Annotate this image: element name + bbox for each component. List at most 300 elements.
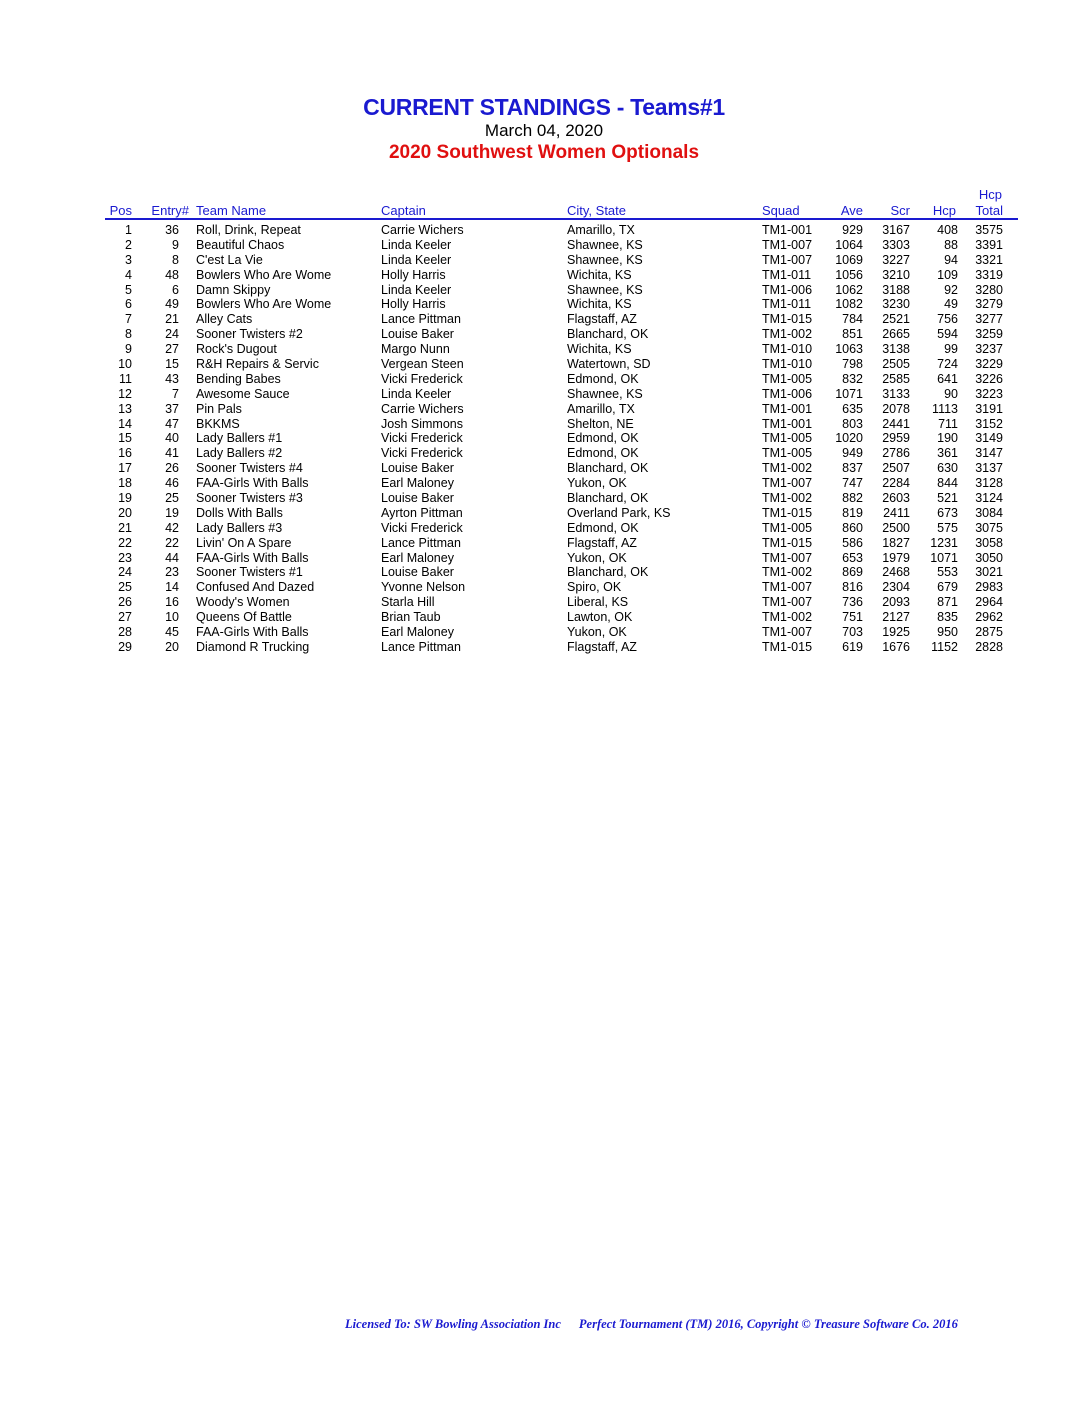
cell-entry: 27 [165,342,179,357]
cell-team-name: Awesome Sauce [196,386,290,401]
cell-entry: 48 [165,267,179,282]
cell-hcp-total: 3128 [975,476,1003,491]
cell-captain: Linda Keeler [381,237,452,252]
header-ave: Ave [840,203,863,218]
tournament-name: 2020 Southwest Women Optionals [388,142,700,163]
cell-ave: 1082 [835,297,863,312]
table-row [0,387,1088,402]
cell-city-state: Shawnee, KS [567,386,643,401]
table-row [0,640,1088,655]
cell-entry: 19 [165,505,179,520]
cell-hcp: 871 [937,595,958,610]
table-row [0,238,1088,253]
cell-hcp-total: 3277 [975,312,1003,327]
cell-team-name: Lady Ballers #2 [196,446,283,461]
cell-city-state: Edmond, OK [567,446,639,461]
cell-team-name: FAA-Girls With Balls [196,550,309,565]
cell-pos: 1 [125,223,132,237]
cell-scr: 1827 [882,535,910,550]
cell-squad: TM1-007 [762,252,813,267]
cell-squad: TM1-002 [762,461,813,476]
table-row [0,521,1088,536]
table-row [0,565,1088,580]
cell-entry: 8 [172,252,179,267]
cell-team-name: Sooner Twisters #4 [196,461,303,476]
cell-entry: 22 [165,535,179,550]
cell-ave: 1020 [835,431,863,446]
cell-squad: TM1-007 [762,237,813,252]
cell-entry: 36 [165,223,179,237]
cell-ave: 784 [842,312,863,327]
cell-captain: Josh Simmons [381,416,463,431]
cell-ave: 949 [842,446,863,461]
cell-team-name: Bending Babes [196,371,281,386]
cell-scr: 2786 [882,446,910,461]
cell-pos: 25 [118,580,132,595]
cell-captain: Vicki Frederick [381,520,463,535]
cell-team-name: FAA-Girls With Balls [196,625,309,640]
cell-scr: 2441 [882,416,910,431]
cell-entry: 20 [165,639,179,654]
cell-scr: 3188 [882,282,910,297]
cell-hcp: 575 [937,520,958,535]
table-row [0,253,1088,268]
cell-city-state: Amarillo, TX [567,401,635,416]
cell-team-name: Sooner Twisters #1 [196,565,303,580]
cell-entry: 46 [165,476,179,491]
cell-captain: Carrie Wichers [381,223,464,237]
table-row [0,461,1088,476]
cell-scr: 1925 [882,625,910,640]
cell-pos: 15 [118,431,132,446]
header-divider [105,218,1018,220]
cell-pos: 11 [119,371,132,386]
cell-ave: 1064 [835,237,863,252]
cell-hcp: 49 [944,297,958,312]
cell-ave: 851 [842,327,863,342]
cell-entry: 37 [165,401,179,416]
cell-team-name: Woody's Women [196,595,290,610]
footer-copyright: Perfect Tournament (TM) 2016, Copyright © Treasure Software Co. 2016 [578,1317,958,1331]
cell-hcp-total: 3259 [975,327,1003,342]
cell-squad: TM1-005 [762,446,813,461]
cell-squad: TM1-005 [762,371,813,386]
cell-captain: Louise Baker [381,565,454,580]
cell-team-name: Livin' On A Spare [196,535,292,550]
cell-hcp-total: 3058 [975,535,1003,550]
cell-city-state: Wichita, KS [567,267,632,282]
cell-hcp: 190 [937,431,958,446]
cell-squad: TM1-001 [762,416,813,431]
cell-pos: 27 [118,610,132,625]
cell-captain: Earl Maloney [381,550,454,565]
cell-ave: 619 [842,639,863,654]
cell-hcp-total: 3152 [975,416,1003,431]
cell-captain: Holly Harris [381,297,446,312]
cell-entry: 9 [172,237,179,252]
cell-scr: 2505 [882,357,910,372]
cell-city-state: Edmond, OK [567,520,639,535]
cell-pos: 5 [125,282,132,297]
cell-team-name: Dolls With Balls [196,505,283,520]
cell-hcp-total: 2828 [975,639,1003,654]
table-header [0,186,1088,220]
cell-city-state: Shawnee, KS [567,252,643,267]
cell-captain: Holly Harris [381,267,446,282]
page-title: CURRENT STANDINGS - Teams#1 [363,94,725,120]
table-row [0,297,1088,312]
cell-captain: Vicki Frederick [381,446,463,461]
cell-pos: 21 [118,520,132,535]
cell-captain: Linda Keeler [381,252,452,267]
cell-entry: 49 [165,297,179,312]
cell-ave: 1063 [835,342,863,357]
cell-entry: 14 [165,580,179,595]
cell-pos: 13 [118,401,132,416]
cell-scr: 2665 [882,327,910,342]
cell-squad: TM1-015 [762,312,813,327]
table-row [0,417,1088,432]
cell-squad: TM1-007 [762,595,813,610]
cell-squad: TM1-005 [762,431,813,446]
cell-team-name: Alley Cats [196,312,253,327]
cell-scr: 2468 [882,565,910,580]
cell-ave: 586 [842,535,863,550]
cell-team-name: Diamond R Trucking [196,639,310,654]
cell-hcp-total: 3075 [975,520,1003,535]
table-row [0,551,1088,566]
cell-scr: 3303 [882,237,910,252]
cell-hcp: 711 [938,416,958,431]
cell-squad: TM1-007 [762,550,813,565]
cell-pos: 12 [118,386,132,401]
cell-hcp-total: 2962 [975,610,1003,625]
cell-hcp: 724 [937,357,958,372]
cell-captain: Starla Hill [381,595,435,610]
cell-hcp: 94 [944,252,958,267]
cell-squad: TM1-015 [762,535,813,550]
cell-pos: 2 [125,237,132,252]
table-row [0,342,1088,357]
cell-hcp: 835 [937,610,958,625]
cell-ave: 860 [842,520,863,535]
table-row [0,580,1088,595]
table-row [0,610,1088,625]
header-team: Team Name [196,203,267,218]
cell-squad: TM1-005 [762,520,813,535]
cell-captain: Linda Keeler [381,282,452,297]
cell-captain: Louise Baker [381,461,454,476]
cell-ave: 816 [842,580,863,595]
header-captain: Captain [381,203,426,218]
cell-hcp-total: 3237 [975,342,1003,357]
cell-hcp: 950 [937,625,958,640]
cell-hcp: 88 [944,237,958,252]
cell-entry: 24 [165,327,179,342]
cell-city-state: Blanchard, OK [567,491,649,506]
cell-scr: 3138 [882,342,910,357]
cell-team-name: C'est La Vie [196,252,263,267]
cell-ave: 819 [842,505,863,520]
cell-hcp-total: 3191 [975,401,1003,416]
cell-squad: TM1-007 [762,625,813,640]
cell-entry: 44 [165,550,179,565]
cell-team-name: Pin Pals [196,401,242,416]
cell-hcp: 92 [944,282,958,297]
cell-pos: 14 [118,416,132,431]
header-hcp-total-bottom: Total [975,203,1003,218]
cell-scr: 2078 [882,401,910,416]
header-scr: Scr [890,203,910,218]
cell-hcp-total: 3321 [975,252,1003,267]
cell-city-state: Spiro, OK [567,580,622,595]
cell-team-name: R&H Repairs & Servic [196,357,319,372]
cell-squad: TM1-010 [762,357,813,372]
table-row [0,372,1088,387]
header-hcp: Hcp [932,203,956,218]
cell-pos: 18 [118,476,132,491]
cell-team-name: Beautiful Chaos [196,237,285,252]
cell-hcp: 630 [937,461,958,476]
cell-ave: 653 [842,550,863,565]
cell-scr: 3210 [882,267,910,282]
cell-scr: 2603 [882,491,910,506]
cell-captain: Vergean Steen [381,357,464,372]
cell-scr: 3227 [882,252,910,267]
cell-entry: 25 [165,491,179,506]
cell-ave: 747 [842,476,863,491]
cell-team-name: Confused And Dazed [196,580,315,595]
cell-entry: 26 [165,461,179,476]
cell-captain: Margo Nunn [381,342,450,357]
cell-ave: 929 [842,223,863,237]
cell-hcp: 679 [937,580,958,595]
table-row [0,223,1088,238]
cell-hcp: 844 [937,476,958,491]
cell-city-state: Flagstaff, AZ [567,639,637,654]
cell-entry: 47 [165,416,179,431]
cell-hcp-total: 2875 [975,625,1003,640]
cell-team-name: FAA-Girls With Balls [196,476,309,491]
cell-scr: 2521 [882,312,910,327]
cell-pos: 23 [118,550,132,565]
cell-hcp: 756 [937,312,958,327]
cell-ave: 1056 [835,267,863,282]
cell-squad: TM1-007 [762,580,813,595]
cell-hcp-total: 3137 [975,461,1003,476]
cell-city-state: Amarillo, TX [567,223,635,237]
cell-team-name: Sooner Twisters #2 [196,327,303,342]
cell-captain: Vicki Frederick [381,431,463,446]
cell-ave: 1062 [835,282,863,297]
cell-team-name: BKKMS [196,416,240,431]
cell-hcp: 673 [937,505,958,520]
cell-team-name: Roll, Drink, Repeat [196,223,301,237]
cell-pos: 4 [125,267,132,282]
table-row [0,491,1088,506]
cell-scr: 2284 [882,476,910,491]
cell-hcp: 1113 [932,401,958,416]
table-row [0,625,1088,640]
cell-entry: 6 [172,282,179,297]
cell-city-state: Yukon, OK [567,625,627,640]
cell-entry: 15 [165,357,179,372]
cell-entry: 16 [165,595,179,610]
cell-city-state: Blanchard, OK [567,327,649,342]
cell-hcp-total: 2983 [975,580,1003,595]
table-row [0,431,1088,446]
table-row [0,595,1088,610]
table-row [0,476,1088,491]
cell-entry: 42 [165,520,179,535]
cell-city-state: Edmond, OK [567,431,639,446]
cell-city-state: Wichita, KS [567,297,632,312]
cell-captain: Lance Pittman [381,639,461,654]
cell-hcp: 553 [937,565,958,580]
cell-ave: 869 [842,565,863,580]
cell-captain: Yvonne Nelson [381,580,466,595]
cell-team-name: Bowlers Who Are Wome [196,297,332,312]
table-row [0,312,1088,327]
cell-entry: 7 [172,386,179,401]
cell-scr: 2127 [882,610,910,625]
cell-entry: 40 [165,431,179,446]
cell-squad: TM1-006 [762,386,813,401]
cell-hcp: 90 [944,386,958,401]
cell-hcp-total: 3280 [975,282,1003,297]
cell-ave: 635 [842,401,863,416]
cell-hcp: 361 [937,446,958,461]
cell-team-name: Lady Ballers #3 [196,520,283,535]
cell-hcp-total: 3575 [975,223,1003,237]
cell-entry: 23 [165,565,179,580]
cell-hcp-total: 3021 [975,565,1003,580]
cell-hcp-total: 3279 [975,297,1003,312]
cell-hcp-total: 3124 [975,491,1003,506]
cell-captain: Lance Pittman [381,535,461,550]
cell-city-state: Watertown, SD [567,357,651,372]
cell-pos: 3 [125,252,132,267]
table-row [0,357,1088,372]
cell-hcp: 594 [937,327,958,342]
cell-squad: TM1-015 [762,639,813,654]
cell-hcp-total: 3147 [975,446,1003,461]
cell-ave: 832 [842,371,863,386]
cell-city-state: Lawton, OK [567,610,633,625]
cell-pos: 22 [118,535,132,550]
cell-hcp: 521 [937,491,958,506]
cell-hcp-total: 3223 [975,386,1003,401]
cell-squad: TM1-001 [762,401,813,416]
cell-pos: 20 [118,505,132,520]
cell-hcp-total: 2964 [975,595,1003,610]
cell-ave: 803 [842,416,863,431]
cell-hcp: 99 [944,342,958,357]
header-squad: Squad [762,203,800,218]
cell-scr: 2500 [882,520,910,535]
table-row [0,446,1088,461]
cell-city-state: Wichita, KS [567,342,632,357]
cell-team-name: Bowlers Who Are Wome [196,267,332,282]
cell-city-state: Liberal, KS [567,595,629,610]
report-date: March 04, 2020 [484,121,604,140]
cell-pos: 9 [125,342,132,357]
cell-squad: TM1-015 [762,505,813,520]
header-pos: Pos [109,203,132,218]
cell-squad: TM1-007 [762,476,813,491]
cell-team-name: Lady Ballers #1 [196,431,283,446]
table-row [0,327,1088,342]
cell-squad: TM1-011 [762,297,812,312]
cell-city-state: Flagstaff, AZ [567,312,637,327]
cell-hcp-total: 3149 [975,431,1003,446]
cell-city-state: Shelton, NE [567,416,634,431]
cell-team-name: Sooner Twisters #3 [196,491,303,506]
cell-scr: 1979 [882,550,910,565]
header-entry: Entry# [151,203,189,218]
standings-table [0,223,1088,655]
cell-pos: 8 [125,327,132,342]
cell-captain: Louise Baker [381,327,454,342]
cell-hcp-total: 3226 [975,371,1003,386]
table-row [0,536,1088,551]
cell-hcp-total: 3391 [975,237,1003,252]
cell-captain: Linda Keeler [381,386,452,401]
cell-captain: Louise Baker [381,491,454,506]
cell-pos: 6 [125,297,132,312]
cell-pos: 24 [118,565,132,580]
cell-pos: 19 [118,491,132,506]
cell-squad: TM1-001 [762,223,813,237]
cell-scr: 3167 [882,223,910,237]
cell-ave: 882 [842,491,863,506]
cell-scr: 2093 [882,595,910,610]
cell-captain: Brian Taub [381,610,441,625]
cell-captain: Earl Maloney [381,625,454,640]
cell-captain: Earl Maloney [381,476,454,491]
footer [345,1317,958,1332]
cell-scr: 2304 [882,580,910,595]
cell-scr: 1676 [882,639,910,654]
cell-city-state: Blanchard, OK [567,565,649,580]
cell-pos: 26 [118,595,132,610]
cell-ave: 798 [842,357,863,372]
cell-entry: 21 [165,312,179,327]
cell-team-name: Queens Of Battle [196,610,292,625]
cell-captain: Carrie Wichers [381,401,464,416]
cell-ave: 1071 [835,386,863,401]
header-hcp-total-top: Hcp [978,187,1002,202]
cell-pos: 7 [125,312,132,327]
cell-pos: 28 [118,625,132,640]
cell-captain: Vicki Frederick [381,371,463,386]
cell-city-state: Overland Park, KS [567,505,671,520]
cell-scr: 3230 [882,297,910,312]
table-row [0,506,1088,521]
cell-scr: 3133 [882,386,910,401]
cell-city-state: Edmond, OK [567,371,639,386]
cell-city-state: Shawnee, KS [567,282,643,297]
cell-squad: TM1-002 [762,491,813,506]
cell-city-state: Yukon, OK [567,476,627,491]
cell-ave: 703 [842,625,863,640]
cell-hcp-total: 3319 [975,267,1003,282]
cell-hcp-total: 3050 [975,550,1003,565]
cell-hcp-total: 3084 [975,505,1003,520]
cell-squad: TM1-006 [762,282,813,297]
cell-city-state: Shawnee, KS [567,237,643,252]
cell-squad: TM1-002 [762,610,813,625]
